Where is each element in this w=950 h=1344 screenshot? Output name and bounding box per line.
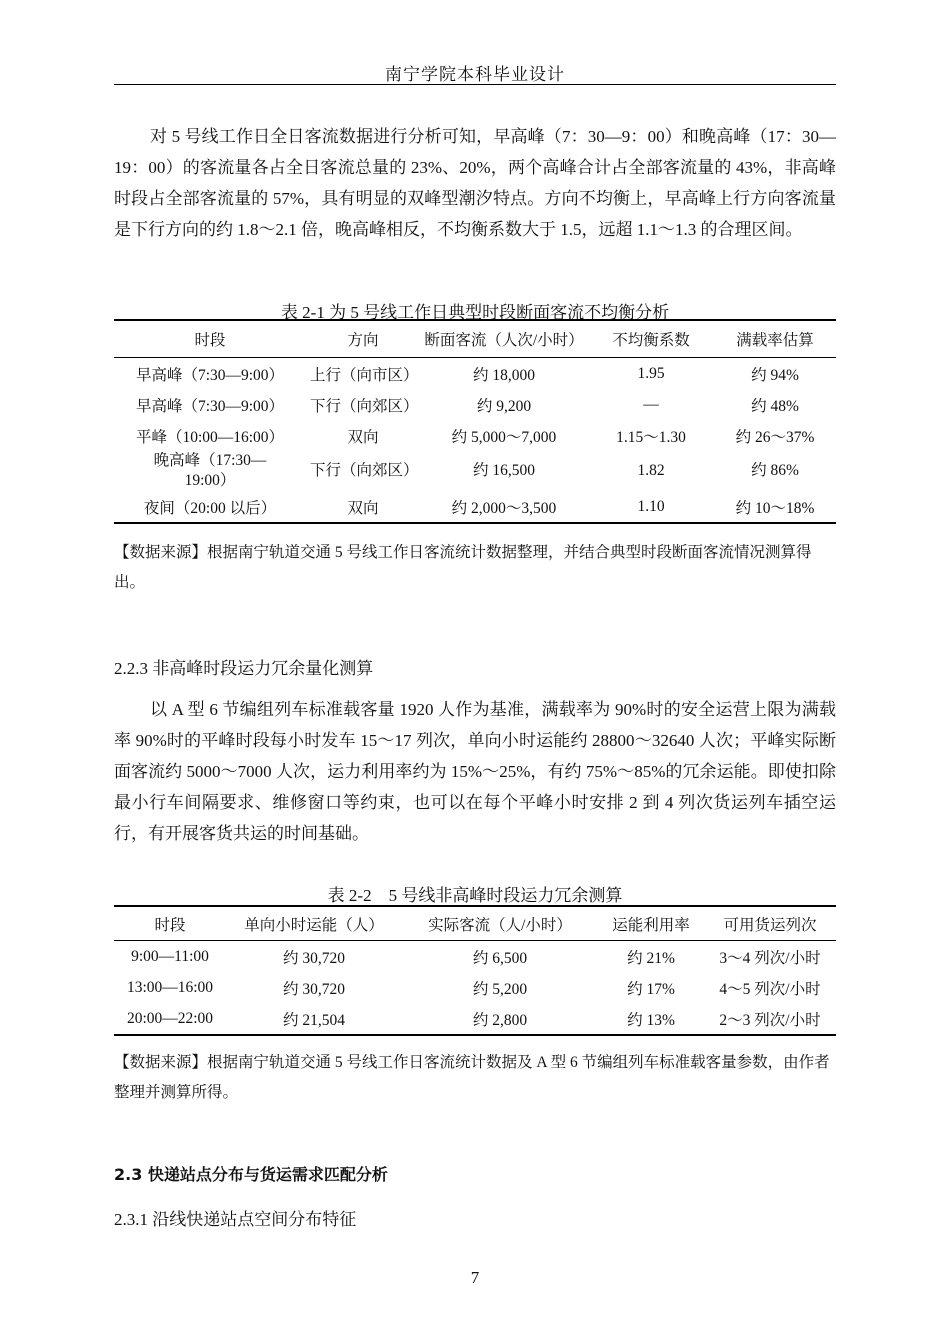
table2-source-note: 【数据来源】根据南宁轨道交通 5 号线工作日客流统计数据及 A 型 6 节编组列车标准载客量参数，由作者整理并测算所得。: [114, 1054, 830, 1101]
table2-header-row: [114, 906, 836, 941]
table-cell: 1.95: [637, 364, 665, 382]
table-cell: 双向: [347, 499, 379, 517]
table-cell: 早高峰（7:30—9:00）: [135, 366, 285, 384]
section-heading-2-3: 2.3 快递站点分布与货运需求匹配分析: [114, 1165, 388, 1184]
table1-header-direction: 方向: [306, 320, 420, 358]
table-cell: 约 10～18%: [735, 499, 815, 517]
table-cell: 9:00—11:00: [131, 947, 209, 965]
header-rule: [114, 84, 836, 85]
page-header: 南宁学院本科毕业设计: [385, 65, 565, 84]
table-cell: 约 17%: [627, 980, 675, 998]
table-cell: 约 6,500: [472, 949, 528, 967]
table-cell: 下行（向郊区）: [310, 397, 419, 415]
section-heading-2-3-1: 2.3.1 沿线快递站点空间分布特征: [114, 1210, 357, 1229]
table1-header-flow: 断面客流（人次/小时）: [420, 320, 588, 358]
table-cell: 约 16,500: [472, 462, 535, 479]
table-cell: 2～3 列次/小时: [719, 1011, 821, 1029]
table1-header-load: 满载率估算: [714, 320, 836, 358]
table-row: [114, 1003, 836, 1035]
table-cell: 约 5,000～7,000: [451, 428, 557, 446]
table-cell: 上行（向市区）: [310, 366, 419, 384]
table-cell: 约 30,720: [282, 949, 345, 967]
table-cell: 4～5 列次/小时: [719, 980, 821, 998]
table1-header-coefficient: 不均衡系数: [588, 320, 714, 358]
table-row: [114, 491, 836, 523]
table1-caption: 表 2-1 为 5 号线工作日典型时段断面客流不均衡分析: [280, 303, 670, 322]
table1-source-note: 【数据来源】根据南宁轨道交通 5 号线工作日客流统计数据整理，并结合典型时段断面客流情况测算得出。: [114, 544, 812, 591]
table2-header-freight-trains: 可用货运列次: [704, 906, 836, 941]
table-cell: 约 13%: [627, 1011, 675, 1029]
table1-imbalance: [114, 319, 836, 524]
table-cell: 20:00—22:00: [126, 1009, 214, 1027]
table-cell: 约 94%: [751, 366, 799, 384]
table-cell: 3～4 列次/小时: [719, 949, 821, 967]
table-cell: 约 30,720: [282, 980, 345, 998]
table2-caption: 表 2-2 5 号线非高峰时段运力冗余测算: [327, 886, 623, 905]
table-cell: 双向: [347, 428, 379, 446]
paragraph-capacity-redundancy: 以 A 型 6 节编组列车标准载客量 1920 人作为基准，满载率为 90%时的安全运营上限为满载率 90%时的平峰时段每小时发车 15～17 列次，单向小时运能约 28800～32640 人次；平峰实际断面客流约 5000～7000 人次，运力利用率约为 15%～25%，有约 75%～85%的冗余运能。即使扣除最小行车间隔要求、维修窗口等约束，也可以在每个平峰小时安排 2 到 4 列次货运列车插空运行，有开展客货共运的时间基础。: [114, 700, 836, 843]
table-cell: 1.82: [637, 462, 665, 479]
table-row: [114, 972, 836, 1003]
section-heading-2-2-3: 2.2.3 非高峰时段运力冗余量化测算: [114, 659, 374, 678]
table-cell: 约 26～37%: [735, 428, 815, 446]
table-cell: 早高峰（7:30—9:00）: [135, 397, 285, 415]
paragraph-passenger-flow: 对 5 号线工作日全日客流数据进行分析可知，早高峰（7：30—9：00）和晚高峰（17：30—19：00）的客流量各占全日客流总量的 23%、20%，两个高峰合计占全部客流量的 43%，非高峰时段占全部客流量的 57%，具有明显的双峰型潮汐特点。方向不均衡上，早高峰上行方向客流量是下行方向的约 1.8～2.1 倍，晚高峰相反，不均衡系数大于 1.5，远超 1.1～1.3 的合理区间。: [114, 127, 836, 239]
table-row: [114, 358, 836, 390]
table-row: [114, 389, 836, 420]
table-cell: 下行（向郊区）: [310, 462, 419, 479]
table-row: [114, 451, 836, 491]
table1-header-period: 时段: [114, 320, 306, 358]
table2-header-actual-flow: 实际客流（人/小时）: [402, 906, 598, 941]
table-cell: 约 21%: [627, 949, 675, 967]
table-cell: 约 21,504: [282, 1011, 345, 1029]
table-cell: 约 86%: [751, 462, 799, 479]
table-cell: 13:00—16:00: [126, 978, 214, 996]
table2-header-capacity: 单向小时运能（人）: [226, 906, 402, 941]
table-row: [114, 420, 836, 451]
table-cell: 1.10: [637, 497, 665, 515]
table-cell: 晚高峰（17:30—19:00）: [153, 452, 267, 489]
table2-header-utilization: 运能利用率: [598, 906, 704, 941]
page-number: 7: [470, 1268, 480, 1287]
table-cell: 平峰（10:00—16:00）: [135, 428, 285, 446]
table-cell: —: [643, 395, 659, 413]
table-cell: 1.15～1.30: [616, 428, 686, 446]
table-cell: 约 48%: [751, 397, 799, 415]
table-cell: 约 2,800: [472, 1011, 528, 1029]
table1-header-row: [114, 320, 836, 358]
table-cell: 约 5,200: [472, 980, 528, 998]
table2-capacity: [114, 905, 836, 1036]
table-cell: 约 2,000～3,500: [451, 499, 557, 517]
table-cell: 约 9,200: [476, 397, 532, 415]
table-cell: 约 18,000: [472, 366, 535, 384]
table2-header-period: 时段: [114, 906, 226, 941]
table-cell: 夜间（20:00 以后）: [143, 499, 277, 517]
table-row: [114, 941, 836, 973]
